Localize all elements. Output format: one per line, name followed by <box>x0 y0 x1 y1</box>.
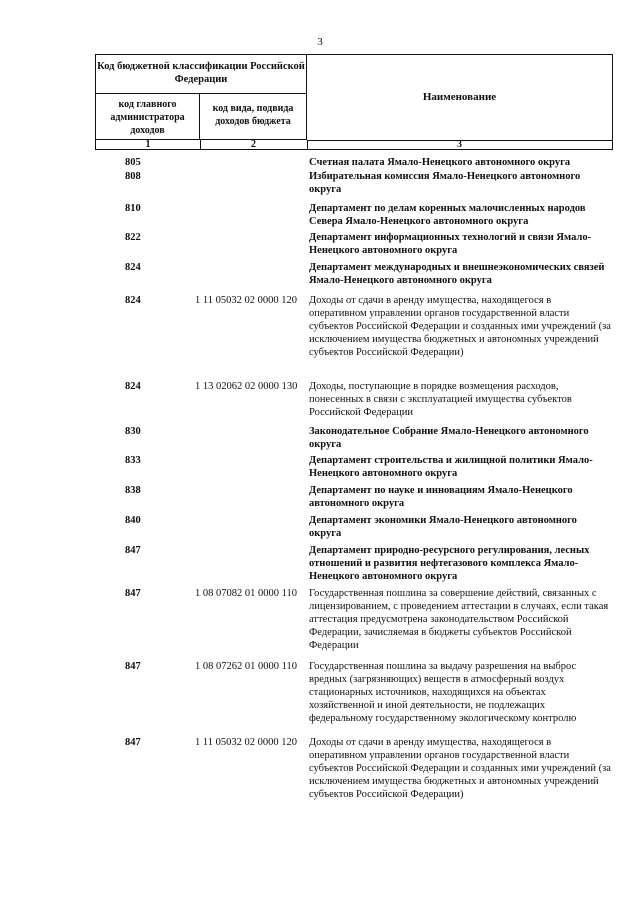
header-col3: Наименование <box>307 55 612 141</box>
admin-code: 822 <box>125 232 141 243</box>
kbk-code: 1 11 05032 02 0000 120 <box>195 295 297 306</box>
admin-code: 824 <box>125 295 141 306</box>
admin-code: 808 <box>125 171 141 182</box>
admin-code: 830 <box>125 426 141 437</box>
admin-code: 824 <box>125 262 141 273</box>
row-name: Доходы от сдачи в аренду имущества, находящегося в оперативном управлении органов государственной власти субъектов Российской Федерации и созданных ими учреждений (за исключением имущества бюджетных и автономных учреждений субъектов Российской Федерации) <box>309 295 611 358</box>
row-name: Департамент природно-ресурсного регулирования, лесных отношений и развития нефтегазового комплекса Ямало-Ненецкого автономного округа <box>309 545 590 582</box>
row-name: Доходы от сдачи в аренду имущества, находящегося в оперативном управлении органов государственной власти субъектов Российской Федерации и созданных ими учреждений (за исключением имущества бюджетных и автономных учреждений субъектов Российской Федерации) <box>309 737 611 800</box>
kbk-code: 1 08 07082 01 0000 110 <box>195 588 297 599</box>
header-group: Код бюджетной классификации Российской Федерации <box>96 55 307 94</box>
kbk-code: 1 08 07262 01 0000 110 <box>195 661 297 672</box>
admin-code: 805 <box>125 157 141 168</box>
row-name: Государственная пошлина за выдачу разрешения на выброс вредных (загрязняющих) веществ в атмосферный воздух стационарных источников, находящихся на объектах хозяйственной и иной деятельности, не подлежащих федеральному государственному экологическому контролю <box>309 661 577 724</box>
admin-code: 847 <box>125 737 141 748</box>
row-name: Государственная пошлина за совершение действий, связанных с лицензированием, с проведением аттестации в случаях, если такая аттестация предусмотрена законодательством Российской Федерации, зачисляемая в бюджеты субъектов Российской Федерации <box>309 588 609 651</box>
header-num2: 2 <box>200 140 308 150</box>
row-name: Законодательное Собрание Ямало-Ненецкого автономного округа <box>309 426 589 450</box>
header-num1: 1 <box>96 140 201 150</box>
header-col2: код вида, подвида доходов бюджета <box>200 94 307 140</box>
header-col1: код главного администратора доходов <box>96 94 200 140</box>
admin-code: 847 <box>125 661 141 672</box>
admin-code: 840 <box>125 515 141 526</box>
row-name: Департамент экономики Ямало-Ненецкого автономного округа <box>309 515 577 539</box>
kbk-code: 1 13 02062 02 0000 130 <box>195 381 298 392</box>
admin-code: 833 <box>125 455 141 466</box>
page-number: 3 <box>317 36 323 48</box>
table-header <box>95 54 613 150</box>
row-name: Счетная палата Ямало-Ненецкого автономного округа <box>309 157 571 168</box>
header-num3: 3 <box>457 139 462 150</box>
row-name: Департамент информационных технологий и связи Ямало-Ненецкого автономного округа <box>309 232 592 256</box>
admin-code: 847 <box>125 545 141 556</box>
admin-code: 810 <box>125 203 141 214</box>
row-name: Департамент по науке и инновациям Ямало-Ненецкого автономного округа <box>309 485 573 509</box>
admin-code: 824 <box>125 381 141 392</box>
row-name: Департамент строительства и жилищной политики Ямало-Ненецкого автономного округа <box>309 455 593 479</box>
admin-code: 847 <box>125 588 141 599</box>
row-name: Избирательная комиссия Ямало-Ненецкого автономного округа <box>309 171 581 195</box>
row-name: Доходы, поступающие в порядке возмещения расходов, понесенных в связи с эксплуатацией имущества субъектов Российской Федерации <box>309 381 572 418</box>
admin-code: 838 <box>125 485 141 496</box>
kbk-code: 1 11 05032 02 0000 120 <box>195 737 297 748</box>
row-name: Департамент международных и внешнеэкономических связей Ямало-Ненецкого автономного округа <box>309 262 605 286</box>
row-name: Департамент по делам коренных малочисленных народов Севера Ямало-Ненецкого автономного округа <box>309 203 586 227</box>
